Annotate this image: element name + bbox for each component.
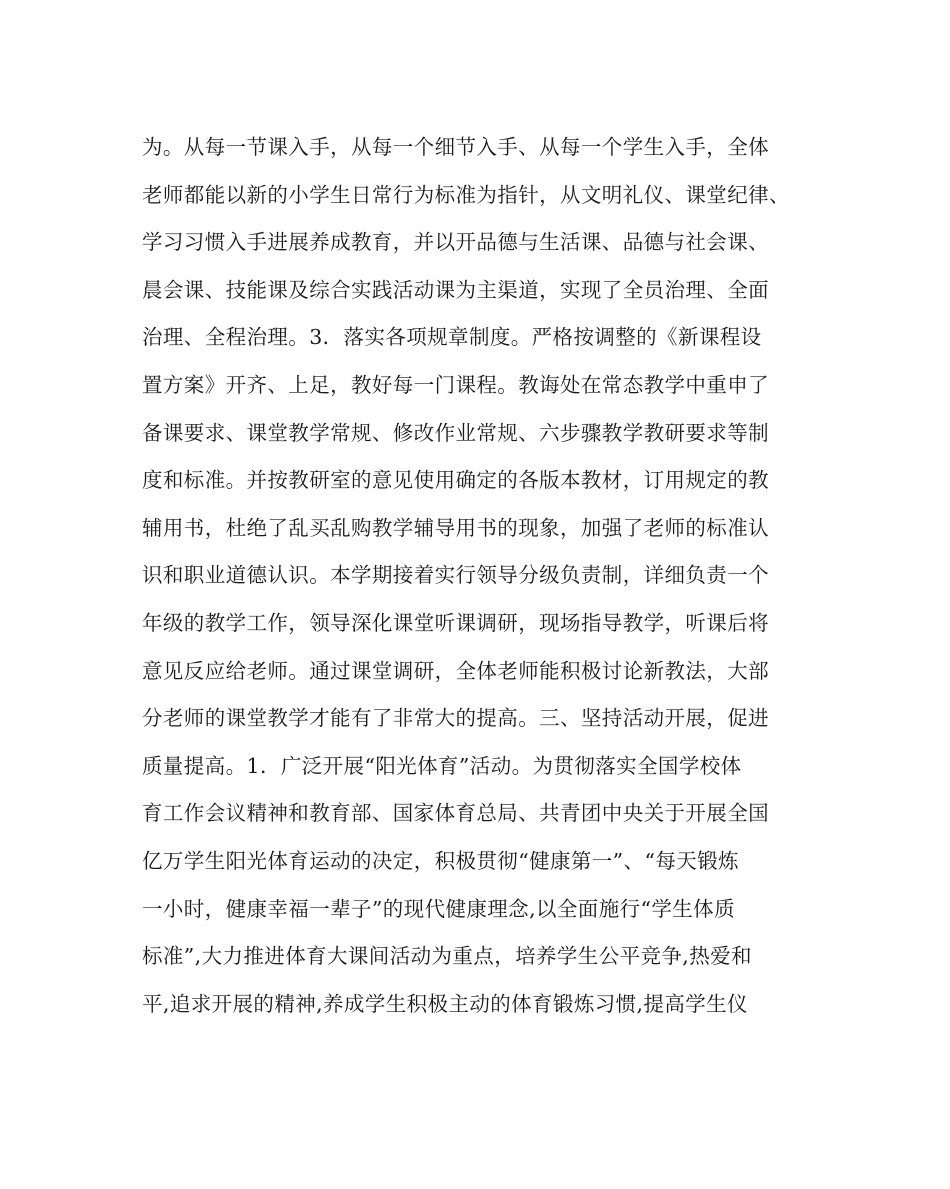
- text-line-3: 学习习惯入手进展养成教育，并以开品德与生活课、品德与社会课、: [142, 230, 769, 255]
- text-line-7: 备课要求、课堂教学常规、修改作业常规、六步骤教学教研要求等制: [142, 420, 769, 445]
- body-text: [142, 124, 822, 1028]
- text-line-4: 晨会课、技能课及综合实践活动课为主渠道，实现了全员治理、全面: [142, 277, 769, 302]
- text-line-5: 治理、全程治理。3．落实各项规章制度。严格按调整的《新课程设: [142, 325, 762, 350]
- text-line-1: 为。从每一节课入手，从每一个细节入手、从每一个学生入手，全体: [142, 135, 769, 159]
- text-line-6: 置方案》开齐、上足，教好每一门课程。教诲处在常态教学中重申了: [142, 372, 769, 397]
- text-line-15: 育工作会议精神和教育部、国家体育总局、共青团中央关于开展全国: [142, 801, 769, 826]
- text-line-12: 意见反应给老师。通过课堂调研，全体老师能积极讨论新教法，大部: [142, 658, 769, 683]
- text-line-10: 识和职业道德认识。本学期接着实行领导分级负责制，详细负责一个: [142, 563, 769, 588]
- text-line-19: 平,追求开展的精神,养成学生积极主动的体育锻炼习惯,提高学生仪: [142, 991, 748, 1016]
- text-line-8: 度和标准。并按教研室的意见使用确定的各版本教材，订用规定的教: [142, 468, 769, 493]
- text-line-14: 质量提高。1．广泛开展“阳光体育”活动。为贯彻落实全国学校体: [142, 753, 742, 778]
- text-line-17: 一小时，健康幸福一辈子”的现代健康理念,以全面施行“学生体质: [142, 896, 735, 921]
- text-line-18: 标准”,大力推进体育大课间活动为重点，培养学生公平竞争,热爱和: [142, 944, 752, 969]
- text-line-9: 辅用书，杜绝了乱买乱购教学辅导用书的现象，加强了老师的标准认: [142, 515, 769, 540]
- text-line-11: 年级的教学工作，领导深化课堂听课调研，现场指导教学，听课后将: [142, 610, 769, 635]
- text-line-2: 老师都能以新的小学生日常行为标准为指针，从文明礼仪、课堂纪律、: [142, 182, 790, 207]
- text-line-16: 亿万学生阳光体育运动的决定，积极贯彻“健康第一”、“每天锻炼: [142, 848, 739, 873]
- text-line-13: 分老师的课堂教学才能有了非常大的提高。三、坚持活动开展，促进: [142, 706, 769, 731]
